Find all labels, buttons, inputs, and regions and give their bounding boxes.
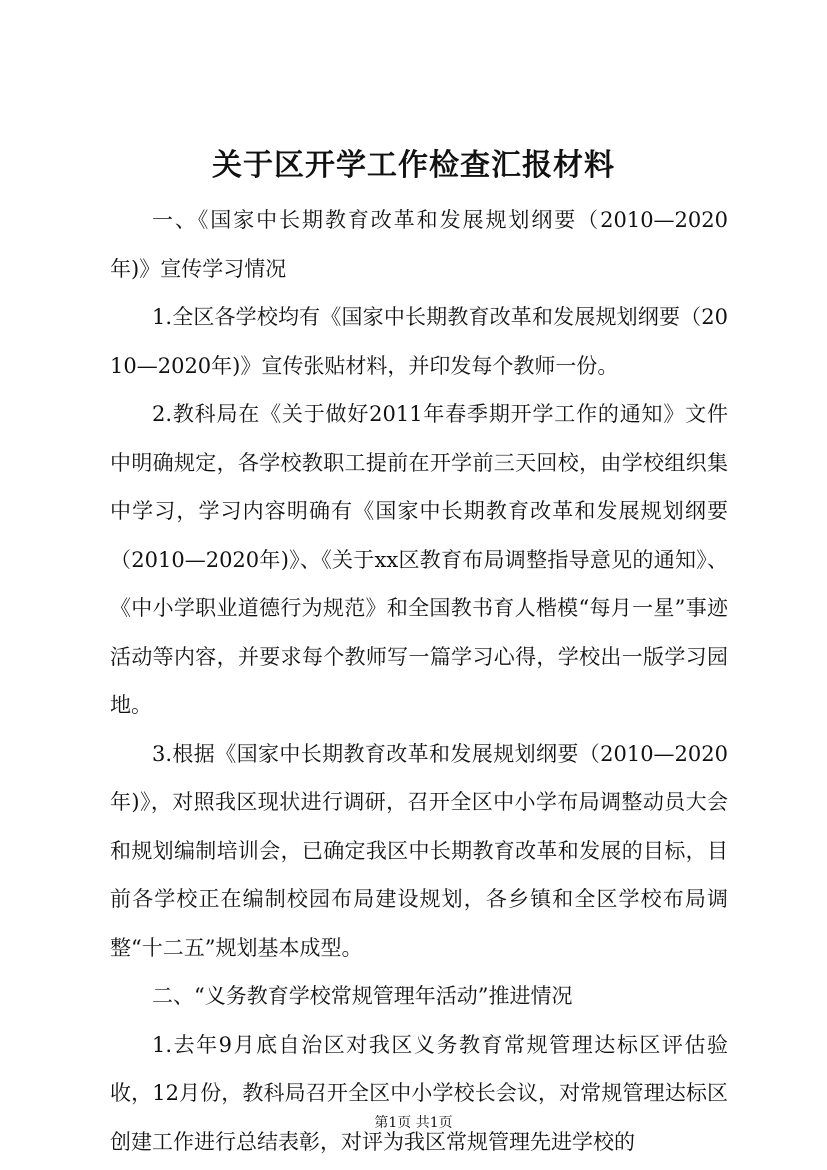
document-title: 关于区开学工作检查汇报材料 <box>212 148 615 183</box>
paragraph-2: 2.教科局在《关于做好2011年春季期开学工作的通知》文件中明确规定，各学校教职工提前在开学前三天回校，由学校组织集中学习，学习内容明确有《国家中长期教育改革和发展规划纲要（2010—2020年)》、《关于xx区教育布局调整指导意见的通知》、《中小学职业道德行为规范》和全国教书育人楷模“每月一星”事迹活动等内容，并要求每个教师写一篇学习心得，学校出一版学习园地。 <box>110 402 728 717</box>
paragraph-1: 1.全区各学校均有《国家中长期教育改革和发展规划纲要（2010—2020年)》宣传张贴材料，并印发每个教师一份。 <box>110 305 728 378</box>
document-body <box>110 196 728 1166</box>
section-heading-2: 二、“义务教育学校常规管理年活动”推进情况 <box>152 984 573 1008</box>
paragraph-4: 1.去年9月底自治区对我区义务教育常规管理达标区评估验收，12月份，教科局召开全区中小学校长会议，对常规管理达标区创建工作进行总结表彰，对评为我区常规管理先进学校的 <box>110 1032 728 1154</box>
paragraph-3: 3.根据《国家中长期教育改革和发展规划纲要（2010—2020年)》，对照我区现状进行调研，召开全区中小学布局调整动员大会和规划编制培训会，已确定我区中长期教育改革和发展的目标，目前各学校正在编制校园布局建设规划，各乡镇和全区学校布局调整“十二五”规划基本成型。 <box>110 741 728 960</box>
section-heading-1: 一、《国家中长期教育改革和发展规划纲要（2010—2020年)》宣传学习情况 <box>110 208 728 281</box>
page-footer: 第1页 共1页 <box>374 1115 453 1131</box>
